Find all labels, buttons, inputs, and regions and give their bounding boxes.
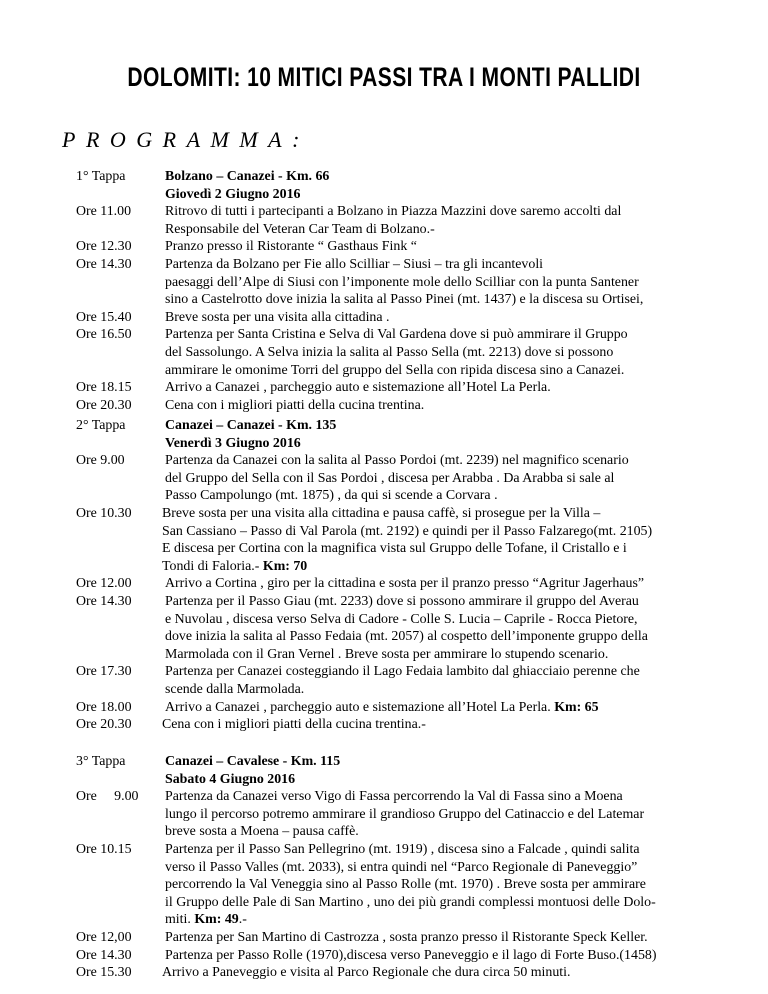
schedule-text — [165, 699, 599, 717]
schedule-text: verso il Passo Valles (mt. 2033), si entra quindi nel “Parco Regionale di Paneveggio” — [165, 859, 638, 875]
time-label: Ore 12.00 — [76, 576, 132, 592]
tappa-label: 1° Tappa — [76, 169, 126, 184]
time-label: Ore 10.30 — [76, 505, 132, 521]
tappa-header — [0, 168, 768, 186]
schedule-text: San Cassiano – Passo di Val Parola (mt. 2192) e quindi per il Passo Falzarego(mt. 2105) — [162, 523, 653, 539]
schedule-text: scende dalla Marmolada. — [165, 681, 305, 697]
schedule-row — [0, 663, 768, 681]
schedule-row — [0, 611, 768, 629]
time-label: Ore 9.00 — [76, 789, 139, 805]
schedule-row — [0, 699, 768, 717]
schedule-text: del Gruppo del Sella con il Sas Pordoi , discesa per Arabba . Da Arabba si sale al — [165, 470, 615, 486]
schedule-text: Ritrovo di tutti i partecipanti a Bolzano in Piazza Mazzini dove saremo accolti dal — [165, 204, 622, 220]
time-label: Ore 18.15 — [76, 380, 132, 396]
schedule-row — [0, 291, 768, 309]
schedule-row — [0, 540, 768, 558]
schedule-row — [0, 344, 768, 362]
schedule-text: Responsabile del Veteran Car Team di Bolzano.- — [165, 221, 435, 237]
time-label: Ore 14.30 — [76, 593, 132, 609]
schedule-row — [0, 397, 768, 415]
schedule-row — [0, 274, 768, 292]
tappa-route: Canazei – Canazei - Km. 135 — [165, 418, 337, 433]
tappa-route: Canazei – Cavalese - Km. 115 — [165, 754, 341, 769]
schedule-text: Partenza per San Martino di Castrozza , sosta pranzo presso il Ristorante Speck Keller. — [165, 929, 648, 945]
schedule-text-suffix: .- — [238, 912, 247, 928]
time-label: Ore 9.00 — [76, 453, 125, 469]
time-label: Ore 14.30 — [76, 947, 132, 963]
time-label: Ore 18.00 — [76, 699, 132, 715]
schedule-text: Breve sosta per una visita alla cittadina e pausa caffè, si prosegue per la Villa – — [162, 505, 601, 521]
schedule-row — [0, 823, 768, 841]
schedule-row — [0, 716, 768, 734]
tappa-3 — [0, 753, 768, 982]
schedule-row — [0, 876, 768, 894]
schedule-text: Cena con i migliori piatti della cucina trentina. — [165, 397, 425, 413]
tappa-date: Giovedì 2 Giugno 2016 — [165, 186, 301, 202]
schedule-text: ammirare le omonime Torri del gruppo del Sella con ripida discesa sino a Canazei. — [165, 362, 625, 378]
time-label: Ore 15.30 — [76, 965, 132, 981]
time-label: Ore 11.00 — [76, 204, 132, 220]
time-label: Ore 12,00 — [76, 929, 132, 945]
schedule-text: Partenza per il Passo Giau (mt. 2233) dove si possono ammirare il gruppo del Averau — [165, 593, 639, 609]
time-label: Ore 17.30 — [76, 664, 132, 680]
schedule-text: Breve sosta per una visita alla cittadina . — [165, 309, 390, 325]
schedule-row — [0, 309, 768, 327]
km-total: Km: 70 — [262, 558, 308, 574]
time-label: Ore 10.15 — [76, 841, 132, 857]
schedule-row — [0, 505, 768, 523]
schedule-text: Partenza da Bolzano per Fie allo Scilliar – Siusi – tra gli incantevoli — [165, 256, 544, 272]
schedule-text: e Nuvolau , discesa verso Selva di Cadore - Colle S. Lucia – Caprile - Rocca Pietore, — [165, 611, 638, 627]
tappa-date: Sabato 4 Giugno 2016 — [165, 771, 296, 787]
tappa-1 — [0, 168, 768, 414]
schedule-text: Marmolada con il Gran Vernel . Breve sosta per ammirare lo stupendo scenario. — [165, 646, 609, 662]
schedule-text: paesaggi dell’Alpe di Siusi con l’imponente mole dello Scilliar con la punta Santener — [165, 274, 639, 290]
schedule-row — [0, 452, 768, 470]
schedule-row — [0, 470, 768, 488]
schedule-text: Partenza per Santa Cristina e Selva di Val Gardena dove si può ammirare il Gruppo — [165, 327, 628, 343]
schedule-row — [0, 859, 768, 877]
schedule-text: Pranzo presso il Ristorante “ Gasthaus Fink “ — [165, 239, 417, 255]
tappa-date: Venerdì 3 Giugno 2016 — [165, 435, 301, 451]
schedule-text — [165, 911, 247, 929]
schedule-row — [0, 558, 768, 576]
document-title: DOLOMITI: 10 MITICI PASSI TRA I MONTI PALLIDI — [127, 62, 641, 92]
time-label: Ore 14.30 — [76, 256, 132, 272]
schedule-row — [0, 523, 768, 541]
schedule-text: Partenza per Canazei costeggiando il Lago Fedaia lambito dal ghiacciaio perenne che — [165, 664, 640, 680]
schedule-row — [0, 487, 768, 505]
schedule-text: Partenza per il Passo San Pellegrino (mt. 1919) , discesa sino a Falcade , quindi salita — [165, 841, 640, 857]
schedule-row — [0, 911, 768, 929]
schedule-text: dove inizia la salita al Passo Fedaia (mt. 2057) al cospetto dell’imponente gruppo della — [165, 629, 648, 645]
schedule-text: Passo Campolungo (mt. 1875) , da qui si scende a Corvara . — [165, 488, 498, 504]
schedule-text — [162, 558, 307, 576]
schedule-row — [0, 203, 768, 221]
schedule-row — [0, 788, 768, 806]
schedule-row — [0, 894, 768, 912]
schedule-row — [0, 379, 768, 397]
tappa-header — [0, 417, 768, 435]
schedule-row — [0, 575, 768, 593]
schedule-text-part: miti. — [165, 912, 191, 928]
schedule-text: Cena con i migliori piatti della cucina trentina.- — [162, 717, 426, 733]
schedule-text-part: Tondi di Faloria.- — [162, 558, 260, 574]
schedule-row — [0, 362, 768, 380]
schedule-text: lungo il percorso potremo ammirare il grandioso Gruppo del Catinaccio e del Latemar — [165, 806, 645, 822]
schedule-row — [0, 841, 768, 859]
tappa-date-row — [0, 435, 768, 453]
schedule-row — [0, 806, 768, 824]
tappa-label: 2° Tappa — [76, 418, 126, 433]
schedule-row — [0, 326, 768, 344]
schedule-row — [0, 681, 768, 699]
schedule-row — [0, 929, 768, 947]
time-label: Ore 20.30 — [76, 717, 132, 733]
time-label: Ore 12.30 — [76, 239, 132, 255]
schedule-text: Partenza per Passo Rolle (1970),discesa verso Paneveggio e il lago di Forte Buso.(1458) — [165, 947, 657, 963]
tappa-header — [0, 753, 768, 771]
schedule-text-part: Arrivo a Canazei , parcheggio auto e sistemazione all’Hotel La Perla. — [165, 699, 551, 715]
time-label: Ore 15.40 — [76, 309, 132, 325]
time-label: Ore 20.30 — [76, 397, 132, 413]
schedule-row — [0, 947, 768, 965]
schedule-row — [0, 593, 768, 611]
tappa-date-row — [0, 186, 768, 204]
schedule-text: Arrivo a Paneveggio e visita al Parco Regionale che dura circa 50 minuti. — [162, 965, 571, 981]
schedule-text: E discesa per Cortina con la magnifica vista sul Gruppo delle Tofane, il Cristallo e i — [162, 541, 627, 557]
tappa-date-row — [0, 771, 768, 789]
time-label: Ore 16.50 — [76, 327, 132, 343]
tappa-2 — [0, 417, 768, 734]
schedule-text: sino a Castelrotto dove inizia la salita al Passo Pinei (mt. 1437) e la discesa su Ortisei, — [165, 292, 644, 308]
schedule-text: Arrivo a Cortina , giro per la cittadina e sosta per il pranzo presso “Agritur Jagerhaus” — [165, 576, 645, 592]
schedule-text: Arrivo a Canazei , parcheggio auto e sistemazione all’Hotel La Perla. — [165, 380, 551, 396]
schedule-text: Partenza da Canazei verso Vigo di Fassa percorrendo la Val di Fassa sino a Moena — [165, 789, 623, 805]
programma-heading: PROGRAMMA: — [62, 127, 310, 152]
schedule-row — [0, 221, 768, 239]
schedule-text: breve sosta a Moena – pausa caffè. — [165, 824, 359, 840]
km-total: Km: 65 — [554, 699, 599, 715]
schedule-row — [0, 628, 768, 646]
schedule-row — [0, 646, 768, 664]
schedule-text: il Gruppo delle Pale di San Martino , uno dei più grandi complessi montuosi delle Dolo- — [165, 894, 656, 910]
schedule-row — [0, 964, 768, 982]
tappa-route: Bolzano – Canazei - Km. 66 — [165, 169, 330, 184]
tappa-label: 3° Tappa — [76, 754, 126, 769]
schedule-text: del Sassolungo. A Selva inizia la salita al Passo Sella (mt. 2213) dove si possono — [165, 344, 614, 360]
schedule-text: Partenza da Canazei con la salita al Passo Pordoi (mt. 2239) nel magnifico scenario — [165, 453, 629, 469]
schedule-row — [0, 256, 768, 274]
km-total: Km: 49 — [194, 912, 239, 928]
schedule-row — [0, 238, 768, 256]
schedule-text: percorrendo la Val Veneggia sino al Passo Rolle (mt. 1970) . Breve sosta per ammirare — [165, 877, 646, 893]
